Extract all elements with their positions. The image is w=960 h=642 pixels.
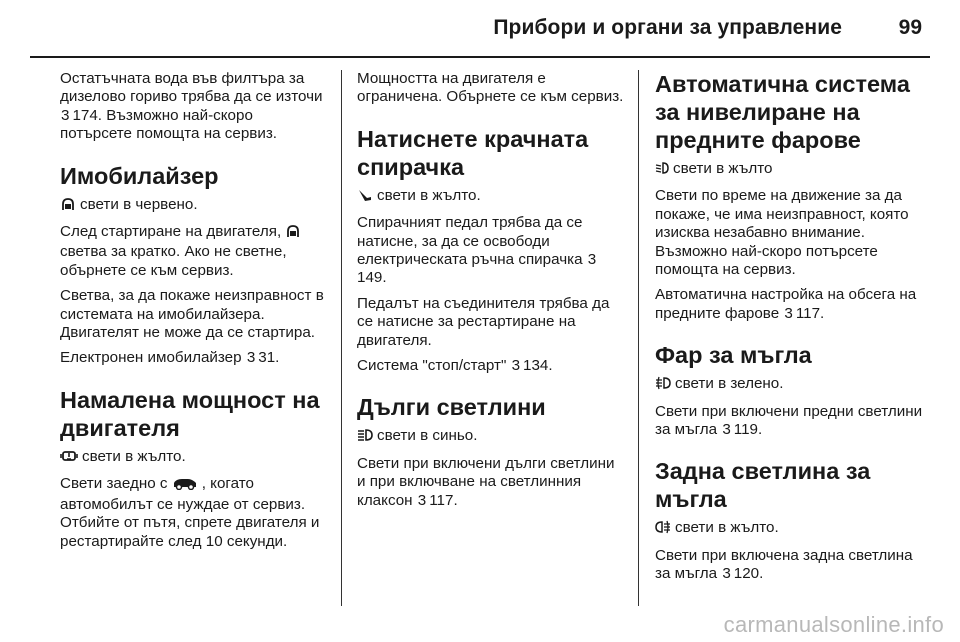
heading-press-brake: Натиснете крачната спирачка bbox=[357, 125, 589, 180]
column-divider-2 bbox=[638, 70, 639, 606]
high-beam-status: свети в синьо. bbox=[357, 427, 625, 447]
column-divider-1 bbox=[341, 70, 342, 606]
heading-headlight-leveling: Автоматична система за нивелиране на предните фарове bbox=[655, 71, 910, 153]
heading-rear-fog-light: Задна светлина за мъгла bbox=[655, 458, 871, 513]
page-ref-icon: 3 bbox=[61, 106, 70, 124]
car-service-icon bbox=[172, 476, 198, 495]
headlight-leveling-icon bbox=[655, 161, 669, 180]
engine-power-paragraph: Мощността на двигателя е ограничена. Обърнете се към сервиз. bbox=[357, 70, 624, 106]
immobiliser-status: свети в червено. bbox=[60, 196, 328, 216]
leveling-paragraph-2: Автоматична настройка на обсега на предните фарове 3 117. bbox=[655, 286, 917, 322]
brake-status: свети в жълто. bbox=[357, 187, 625, 207]
rear-fog-paragraph: Свети при включена задна светлина за мъгла 3 120. bbox=[655, 546, 913, 583]
column-3 bbox=[655, 70, 923, 591]
rear-fog-status: свети в жълто. bbox=[655, 519, 923, 539]
column-2 bbox=[357, 70, 625, 517]
heading-fog-light: Фар за мъгла bbox=[655, 342, 812, 369]
page-ref-icon: 3 bbox=[246, 349, 256, 367]
page-ref-icon: 3 bbox=[587, 251, 597, 269]
header-rule bbox=[30, 56, 930, 58]
page-ref-icon: 3 bbox=[511, 357, 521, 375]
heading-high-beam: Дълги светлини bbox=[357, 394, 546, 421]
reduced-power-paragraph: Свети заедно с , когато автомобилът се нуждае от сервиз. Отбийте от пътя, спрете двигателя и рестартирайте след 10 секунди. bbox=[60, 475, 320, 550]
brake-pedal-icon bbox=[357, 188, 373, 207]
page-ref-icon: 3 bbox=[722, 565, 731, 583]
high-beam-paragraph: Свети при включени дълги светлини и при включване на светлинния клаксон 3 117. bbox=[357, 454, 615, 509]
reduced-power-status: свети в жълто. bbox=[60, 448, 328, 468]
header-title: Прибори и органи за управление bbox=[493, 16, 842, 39]
page-ref-icon: 3 bbox=[784, 304, 793, 322]
fog-paragraph: Свети при включени предни светлини за мъгла 3 119. bbox=[655, 402, 923, 439]
immobiliser-icon bbox=[60, 197, 76, 216]
high-beam-icon bbox=[357, 428, 373, 447]
brake-paragraph-3: Система "стоп/старт" 3 134. bbox=[357, 357, 553, 375]
column-1 bbox=[60, 70, 328, 558]
rear-fog-light-icon bbox=[655, 520, 671, 539]
immobiliser-paragraph-3: Електронен имобилайзер 3 31. bbox=[60, 349, 280, 367]
engine-reduced-power-icon bbox=[60, 449, 78, 468]
immobiliser-paragraph-2: Светва, за да покаже неизправност в системата на имобилайзера. Двигателят не може да се стартира. bbox=[60, 287, 324, 342]
page-header bbox=[0, 0, 960, 56]
brake-paragraph-2: Педалът на съединителя трябва да се натисне за рестартиране на двигателя. bbox=[357, 294, 610, 349]
heading-reduced-power: Намалена мощност на двигателя bbox=[60, 386, 320, 441]
heading-immobiliser: Имобилайзер bbox=[60, 162, 219, 189]
brake-paragraph-1: Спирачният педал трябва да се натисне, за да се освободи електрическата ръчна спирачка 3149. bbox=[357, 214, 597, 287]
intro-paragraph: Остатъчната вода във филтъра за дизелово гориво трябва да се източи 3 174. Възможно най-скоро потърсете помощта на сервиз. bbox=[60, 70, 323, 143]
page-ref-icon: 3 bbox=[722, 421, 731, 439]
page-ref-icon: 3 bbox=[417, 491, 427, 509]
immobiliser-icon bbox=[285, 224, 301, 243]
leveling-status: свети в жълто bbox=[655, 160, 923, 180]
watermark: carmanualsonline.info bbox=[723, 612, 944, 637]
page-number: 99 bbox=[898, 16, 922, 39]
leveling-paragraph-1: Свети по време на движение за да покаже, че има неизправност, която изисква незабавно внимание. Възможно най-скоро потърсете помощта на сервиз. bbox=[655, 187, 909, 279]
fog-status: свети в зелено. bbox=[655, 375, 923, 395]
front-fog-light-icon bbox=[655, 376, 671, 395]
immobiliser-paragraph-1: След стартиране на двигателя, светва за кратко. Ако не светне, обърнете се към сервиз. bbox=[60, 223, 328, 280]
